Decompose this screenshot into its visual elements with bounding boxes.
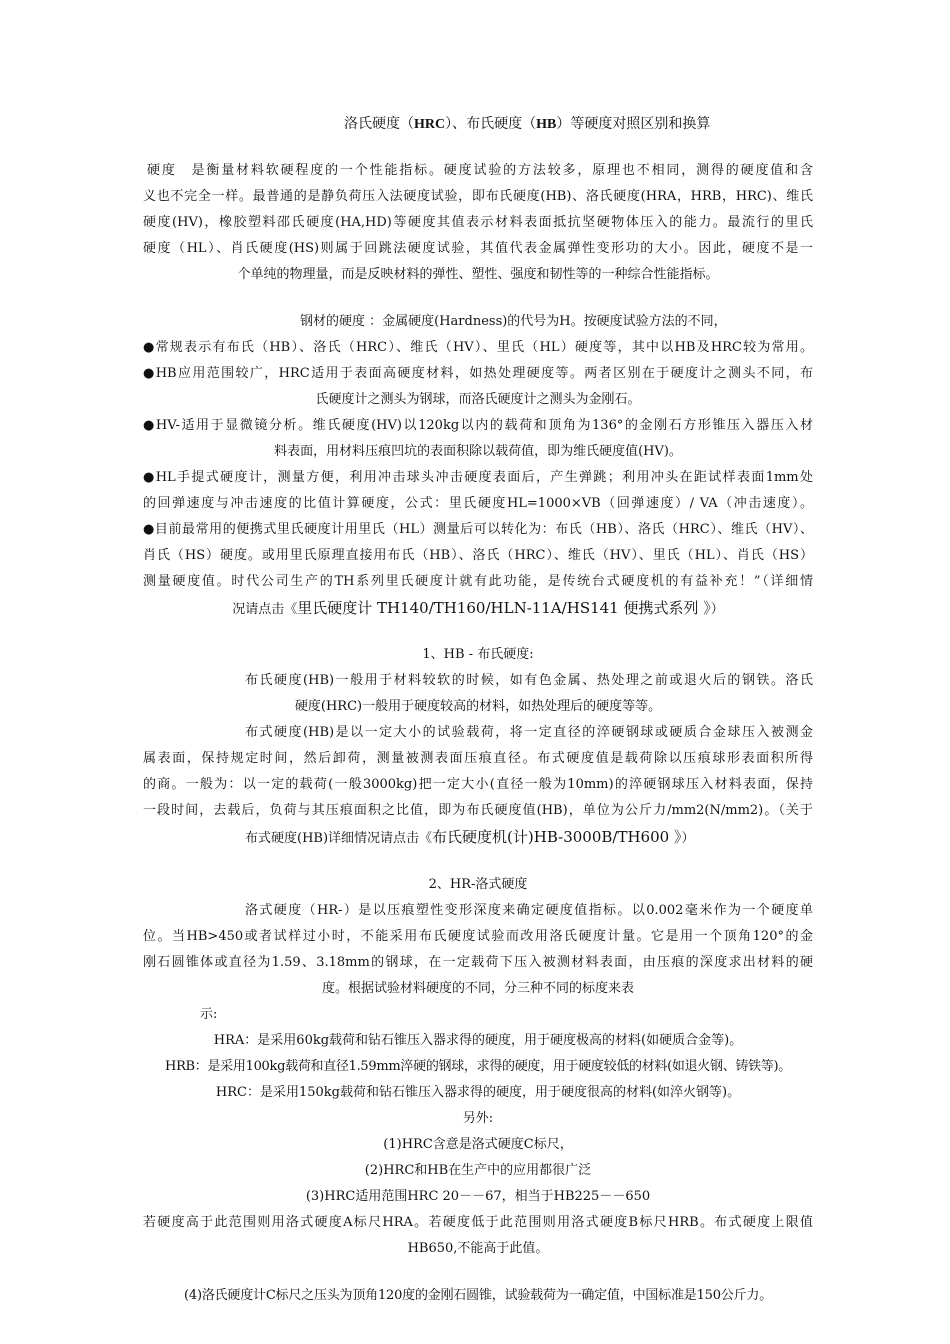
bullet-line: ●HV-适用于显微镜分析。维氏硬度(HV)以120kg以内的载荷和顶角为136°的金刚石方形锥压入器压入材 [143,418,813,433]
link-prefix: 况请点击《 [232,602,298,617]
hb-line: 一段时间，去载后，负荷与其压痕面积之比值，即为布氏硬度值(HB)，单位为公斤力/mm2(N/mm2)。（关于 [143,803,813,818]
hr-line: 位。当HB>450或者试样过小时，不能采用布氏硬度试验而改用洛氏硬度计量。它是用一个顶角120°的金 [143,929,813,944]
title-text: ）等硬度对照区别和换算 [556,116,711,132]
link-suffix: ） [710,602,724,617]
bullet-line: ●目前最常用的便携式里氏硬度计用里氏（HL）测量后可以转化为：布氏（HB）、洛氏（HRC）、维氏（HV）、 [143,522,813,537]
bullet-line: 的回弹速度与冲击速度的比值计算硬度，公式：里氏硬度HL=1000×VB（回弹速度）/ VA（冲击速度）。 [143,496,813,511]
intro-line: 硬度（HL）、肖氏硬度(HS)则属于回跳法硬度试验，其值代表金属弹性变形功的大小。因此，硬度不是一 [143,241,813,256]
extra-item: (1)HRC含意是洛式硬度C标尺， [383,1137,573,1152]
link-prefix: 布式硬度(HB)详细情况请点击《 [245,831,433,846]
steel-lead: 钢材的硬度 ：金属硬度(Hardness)的代号为H。按硬度试验方法的不同， [300,314,727,329]
bullet-line: 测量硬度值。时代公司生产的TH系列里氏硬度计就有此功能，是传统台式硬度机的有益补充！”（详细情 [143,574,813,589]
title-text: 洛氏硬度（ [344,116,414,132]
intro-line: 硬度 是衡量材料软硬程度的一个性能指标。硬度试验的方法较多，原理也不相同，测得的硬度值和含 [147,163,813,178]
bullet-line: 氏硬度计之测头为钢球，而洛氏硬度计之测头为金刚石。 [315,392,641,407]
title-hrc: HRC [414,117,446,132]
steel-link-line [143,595,813,623]
hb-line: 的商。一般为：以一定的载荷(一般3000kg)把一定大小(直径一般为10mm)的淬硬钢球压入材料表面，保持 [143,777,813,792]
document-title [344,111,710,138]
extra-item: (4)洛氏硬度计C标尺之压头为顶角120度的金刚石圆锥，试验载荷为一确定值，中国标准是150公斤力。 [184,1288,772,1303]
intro-line: 硬度(HV)，橡胶塑料邵氏硬度(HA,HD)等硬度其值表示材料表面抵抗坚硬物体压入的能力。最流行的里氏 [143,215,813,230]
extra-item: HB650,不能高于此值。 [407,1241,549,1256]
scale-hrc: HRC：是采用150kg载荷和钻石锥压入器求得的硬度，用于硬度很高的材料(如淬火钢等)。 [215,1085,741,1100]
intro-line: 个单纯的物理量，而是反映材料的弹性、塑性、强度和韧性等的一种综合性能指标。 [237,267,719,282]
bullet-line: 肖氏（HS）硬度。或用里氏原理直接用布氏（HB）、洛氏（HRC）、维氏（HV）、里氏（HL）、肖氏（HS） [143,548,813,563]
extra-item: (2)HRC和HB在生产中的应用都很广泛 [364,1163,592,1178]
scale-hra: HRA：是采用60kg载荷和钻石锥压入器求得的硬度，用于硬度极高的材料(如硬质合金等)。 [213,1033,743,1048]
bullet-line: ●HL手提式硬度计，测量方便，利用冲击球头冲击硬度表面后，产生弹跳；利用冲头在距试样表面1mm处 [143,470,813,485]
hb-heading: 1、HB - 布氏硬度: [422,647,534,662]
hb-line: 属表面，保持规定时间，然后卸荷，测量被测表面压痕直径。布式硬度值是载荷除以压痕球形表面积所得 [143,751,813,766]
hb-line: 布式硬度(HB)是以一定大小的试验载荷，将一定直径的淬硬钢球或硬质合金球压入被测金 [245,725,813,740]
scale-hrb: HRB：是采用100kg载荷和直径1.59mm淬硬的钢球，求得的硬度，用于硬度较低的材料(如退火钢、铸铁等)。 [165,1059,791,1074]
title-hb: HB [536,117,557,132]
bullet-line: ●HB应用范围较广，HRC适用于表面高硬度材料，如热处理硬度等。两者区别在于硬度计之测头不同，布 [143,366,813,381]
brinell-tester-link[interactable]: 布氏硬度机(计)HB-3000B/TH600 》 [432,828,682,846]
extras-heading: 另外: [462,1111,494,1126]
hb-line: 硬度(HRC)一般用于硬度较高的材料，如热处理后的硬度等等。 [294,699,662,714]
link-suffix: ） [681,831,695,846]
extra-item: (3)HRC适用范围HRC 20－－67，相当于HB225－－650 [305,1189,651,1204]
hr-line: 洛式硬度（HR-）是以压痕塑性变形深度来确定硬度值指标。以0.002毫米作为一个硬度单 [245,903,814,918]
hr-line: 示: [200,1007,218,1022]
hr-heading: 2、HR-洛式硬度 [428,877,528,892]
intro-line: 义也不完全一样。最普通的是静负荷压入法硬度试验，即布氏硬度(HB)、洛氏硬度(HRA，HRB，HRC)、维氏 [143,189,813,204]
hb-link-line [245,824,694,852]
bullet-line: ●常规表示有布氏（HB）、洛氏（HRC）、维氏（HV）、里氏（HL）硬度等，其中以HB及HRC较为常用。 [143,340,813,355]
hb-line: 布氏硬度(HB)一般用于材料较软的时候，如有色金属、热处理之前或退火后的钢铁。洛氏 [245,673,813,688]
title-text: ）、布氏硬度（ [445,116,537,132]
hr-line: 刚石圆锥体或直径为1.59、3.18mm的钢球，在一定载荷下压入被测材料表面，由压痕的深度求出材料的硬 [143,955,813,970]
leeb-tester-link[interactable]: 里氏硬度计 TH140/TH160/HLN-11A/HS141 便携式系列 》 [297,599,711,617]
extra-item: 若硬度高于此范围则用洛式硬度A标尺HRA。若硬度低于此范围则用洛式硬度B标尺HRB。布式硬度上限值 [143,1215,813,1230]
hr-line: 度。根据试验材料硬度的不同，分三种不同的标度来表 [321,981,634,996]
bullet-line: 料表面，用材料压痕凹坑的表面积除以载荷值，即为维氏硬度值(HV)。 [274,444,682,459]
